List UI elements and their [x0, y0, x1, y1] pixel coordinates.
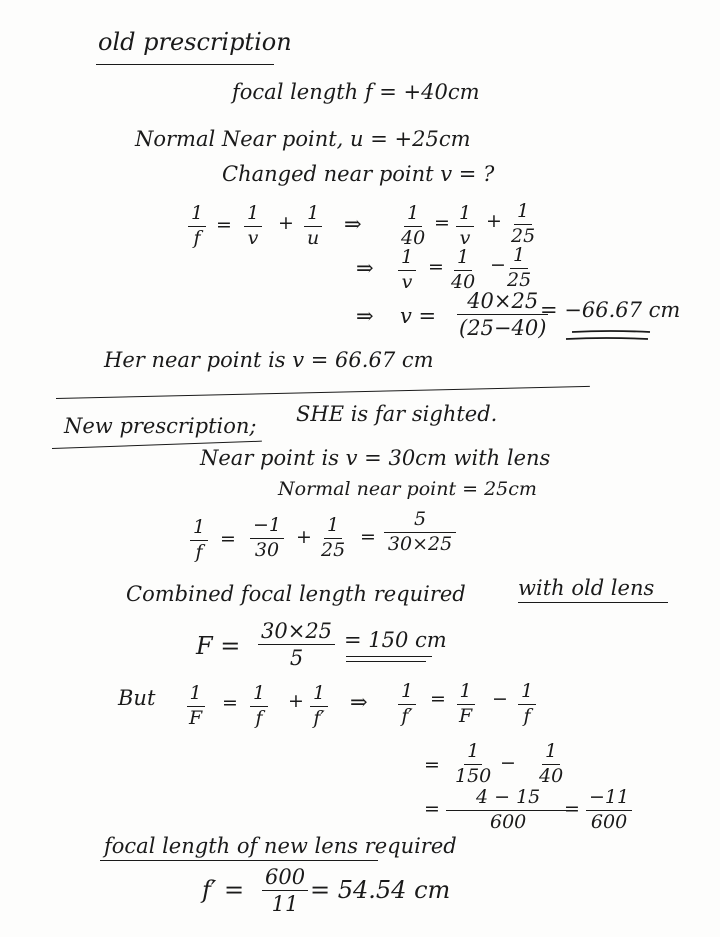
plus-sign: + [486, 210, 502, 232]
fraction-600-over-11: $\frac{600}{11}$ [262, 866, 308, 915]
equals-sign: = [424, 798, 440, 820]
fraction-minus-11-over-600: $\frac{-11}{600}$ [586, 788, 632, 833]
fraction-1-over-25: $\frac{1}{25}$ [507, 244, 532, 291]
normal-near-point: Normal Near point, u = +25cm [135, 127, 471, 151]
result-underline [346, 656, 432, 657]
fraction-1-over-25: $\frac{1}{25}$ [321, 514, 346, 561]
v-equals: v = [400, 304, 437, 328]
minus-sign: − [500, 752, 516, 774]
equals-sign: = [434, 212, 450, 234]
fraction-30x25-over-5: $\frac{30\times 25}{5}$ [258, 620, 335, 669]
fraction-1-over-40: $\frac{1}{40}$ [539, 740, 564, 787]
implies-arrow: ⇒ [344, 212, 362, 236]
section-divider [56, 386, 590, 399]
fraction-1-over-40: $\frac{1}{40}$ [401, 202, 426, 249]
fraction-1-over-v: $\frac{1}{v}$ [456, 204, 474, 249]
fraction-1-over-f: $\frac{1}{f}$ [190, 518, 208, 563]
her-near-point-result: Her near point is v = 66.67 cm [104, 348, 434, 372]
plus-sign: + [296, 526, 312, 548]
fraction-1-over-25: $\frac{1}{25}$ [511, 200, 536, 247]
equals-sign: = [424, 754, 440, 776]
with-old-lens-text: with old lens [518, 576, 655, 600]
result-underline [346, 661, 426, 662]
focal-length-new-lens-text: focal length of new lens required [104, 834, 457, 858]
combined-focal-text: Combined focal length required [126, 582, 466, 606]
equals-sign: = [564, 798, 580, 820]
fraction-1-over-40: $\frac{1}{40}$ [451, 246, 476, 293]
f-prime-equals: f′ = [202, 876, 245, 904]
fraction-minus-1-over-30: $\frac{-1}{30}$ [250, 516, 284, 561]
minus-sign: − [490, 254, 506, 276]
fraction-1-over-F: $\frac{1}{F}$ [186, 684, 205, 729]
equals-sign: = [428, 256, 444, 278]
minus-sign: − [492, 688, 508, 710]
fraction-1-over-u: $\frac{1}{u}$ [304, 204, 322, 249]
new-prescription-heading: New prescription; [64, 414, 257, 438]
fraction-40x25-over-25-40: $\frac{40\times 25}{(25-40)}$ [459, 289, 547, 341]
fraction-1-over-F: $\frac{1}{F}$ [456, 682, 475, 727]
implies-arrow: ⇒ [356, 256, 374, 280]
implies-arrow: ⇒ [356, 304, 374, 328]
fraction-1-over-150: $\frac{1}{150}$ [455, 740, 492, 787]
with-old-lens-underline [518, 602, 668, 603]
fraction-1-over-f-prime: $\frac{1}{f'}$ [310, 684, 328, 729]
heading-underline [96, 64, 274, 65]
equals-sign: = [220, 528, 236, 550]
implies-arrow: ⇒ [350, 690, 368, 714]
fraction-5-over-30x25: $\frac{5}{30\times 25}$ [384, 510, 456, 555]
fraction-1-over-v: $\frac{1}{v}$ [398, 248, 416, 293]
F-result: = 150 cm [344, 628, 447, 652]
fraction-1-over-v: $\frac{1}{v}$ [244, 204, 262, 249]
fraction-1-over-f: $\frac{1}{f}$ [250, 684, 268, 729]
equals-sign: = [216, 214, 232, 236]
plus-sign: + [278, 212, 294, 234]
far-sighted-note: SHE is far sighted. [296, 402, 498, 426]
equals-sign: = [430, 688, 446, 710]
but-word: But [118, 686, 156, 710]
equals-sign: = [360, 526, 376, 548]
old-focal-length: focal length f = +40cm [232, 80, 480, 104]
near-point-with-lens: Near point is v = 30cm with lens [200, 446, 551, 470]
plus-sign: + [288, 690, 304, 712]
changed-near-point: Changed near point v = ? [222, 162, 495, 186]
old-prescription-heading: old prescription [98, 28, 292, 56]
v-result: = −66.67 cm [540, 298, 681, 322]
fraction-4-minus-15-over-600: $\frac{4 - 15}{600}$ [446, 788, 570, 833]
normal-near-point-25: Normal near point = 25cm [278, 478, 537, 500]
fraction-1-over-f: $\frac{1}{f}$ [188, 204, 206, 249]
capital-F-equals: F = [196, 632, 241, 660]
equals-sign: = [222, 692, 238, 714]
fraction-1-over-f: $\frac{1}{f}$ [518, 682, 536, 727]
fraction-1-over-f-prime: $\frac{1}{f'}$ [398, 682, 416, 727]
focal-new-underline [100, 860, 378, 861]
final-result: = 54.54 cm [310, 876, 451, 904]
